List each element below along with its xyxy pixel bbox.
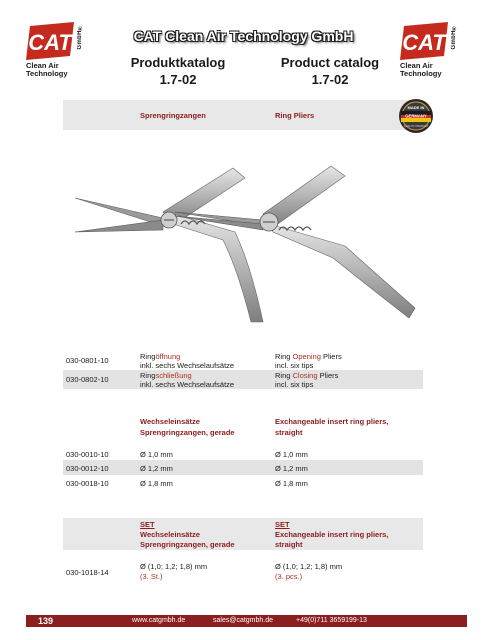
logo-caption: Clean Air Technology <box>400 61 442 78</box>
size-de: Ø 1,0 mm <box>140 450 173 459</box>
footer-phone: +49(0)711 3659199-13 <box>296 617 367 624</box>
article-code: 030-0010-10 <box>66 450 109 459</box>
product-desc-de: inkl. sechs Wechselaufsätze <box>140 361 235 370</box>
catalog-title-de: Produktkatalog <box>130 55 226 70</box>
svg-text:QUALITY PRODUCT: QUALITY PRODUCT <box>403 125 429 128</box>
logo-gmbh: GmbH® <box>451 24 457 50</box>
set-sizes-en: Ø (1,0; 1,2; 1,8) mm <box>275 562 343 571</box>
section3-title-de: SET Wechseleinsätze Sprengringzangen, gerade <box>140 520 235 549</box>
product-name-en: Ring Opening Pliers <box>275 352 342 361</box>
size-de: Ø 1,2 mm <box>140 464 173 473</box>
section3-title-en: SET Exchangeable insert ring pliers, straight <box>275 520 389 549</box>
section2-title-de: Wechseleinsätze Sprengringzangen, gerade <box>140 417 235 437</box>
article-code: 030-0802-10 <box>66 375 109 384</box>
set-count-de: (3. St.) <box>140 572 163 581</box>
svg-text:CAT: CAT <box>402 30 446 55</box>
product-name-de: Ringschließung <box>140 371 192 380</box>
page-number: 139 <box>38 616 54 626</box>
section-title-en: Ring Pliers <box>275 111 315 120</box>
product-desc-de: inkl. sechs Wechselaufsätze <box>140 380 235 389</box>
svg-text:MADE IN: MADE IN <box>407 105 425 110</box>
article-code: 030-1018-14 <box>66 568 109 577</box>
section2-title-en: Exchangeable insert ring pliers, straight <box>275 417 389 437</box>
table-row-alt-bg <box>63 460 423 475</box>
size-en: Ø 1,0 mm <box>275 450 308 459</box>
ring-opening-pliers <box>75 168 263 322</box>
product-name-en: Ring Closing Pliers <box>275 371 339 380</box>
table-row-alt-bg <box>63 370 423 389</box>
logo-gmbh: GmbH® <box>77 24 83 50</box>
article-code: 030-0018-10 <box>66 479 109 488</box>
ring-pliers-photo <box>63 140 423 330</box>
article-code: 030-0801-10 <box>66 356 109 365</box>
product-name-de: Ringöffnung <box>140 352 181 361</box>
size-en: Ø 1,2 mm <box>275 464 308 473</box>
svg-text:CAT: CAT <box>28 30 72 55</box>
svg-text:GERMANY: GERMANY <box>405 113 427 119</box>
catalog-version-en: 1.7-02 <box>311 72 349 87</box>
size-de: Ø 1,8 mm <box>140 479 173 488</box>
size-en: Ø 1,8 mm <box>275 479 308 488</box>
catalog-title-en: Product catalog <box>280 55 380 70</box>
product-desc-en: incl. six tips <box>275 380 314 389</box>
product-desc-en: incl. six tips <box>275 361 314 370</box>
section-header-band <box>63 100 423 130</box>
footer-email-link[interactable]: sales@catgmbh.de <box>213 617 274 624</box>
catalog-version-de: 1.7-02 <box>159 72 197 87</box>
article-code: 030-0012-10 <box>66 464 109 473</box>
set-sizes-de: Ø (1,0; 1,2; 1,8) mm <box>140 562 208 571</box>
section-title-de: Sprengringzangen <box>140 111 206 120</box>
set-count-en: (3. pcs.) <box>275 572 303 581</box>
made-in-germany-badge <box>398 98 434 134</box>
company-name: CAT Clean Air Technology GmbH <box>133 28 354 44</box>
logo-caption: Clean Air Technology <box>26 61 68 78</box>
footer-website-link[interactable]: www.catgmbh.de <box>132 617 186 624</box>
